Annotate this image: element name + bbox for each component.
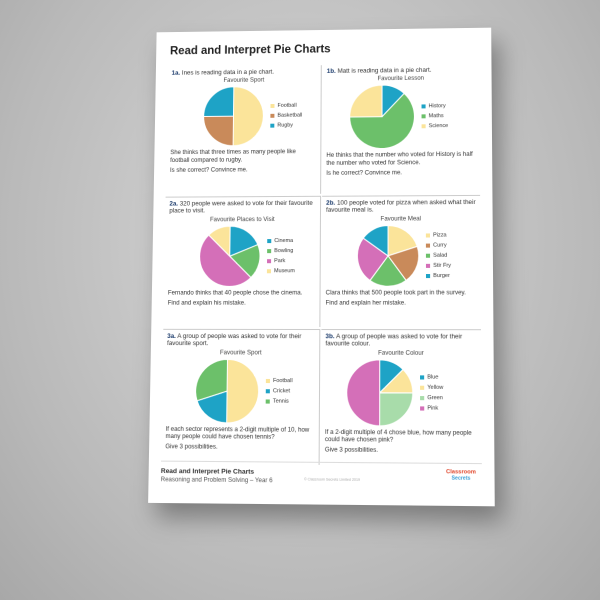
pie-slice-basketball	[203, 117, 233, 147]
legend-swatch	[426, 233, 430, 237]
question-number: 3a.	[167, 332, 176, 340]
legend-item	[267, 248, 295, 254]
legend-label: Green	[427, 394, 443, 402]
legend-label: Science	[428, 123, 449, 130]
legend-swatch	[426, 254, 430, 258]
legend-label: Curry	[433, 242, 447, 249]
question-body: If a 2-digit multiple of 4 chose blue, how many people could have chosen pink?	[324, 429, 472, 444]
question-2a	[163, 196, 321, 327]
question-text: 320 people were asked to vote for their favourite place to visit.	[169, 199, 313, 215]
question-1a	[166, 65, 322, 194]
question-grid	[161, 63, 482, 466]
pie-slice-football	[233, 87, 264, 146]
legend-swatch	[426, 264, 430, 268]
question-number: 2a.	[169, 200, 179, 208]
legend-label: Museum	[273, 268, 295, 275]
question-prompt: Find and explain his mistake.	[167, 300, 246, 307]
legend-item	[267, 258, 295, 264]
legend-swatch	[270, 114, 274, 118]
pie-chart	[349, 84, 416, 150]
question-text: Matt is reading data in a pie chart.	[337, 66, 432, 75]
pie-slice-science	[350, 86, 382, 118]
chart-legend	[270, 99, 302, 133]
question-body: She thinks that three times as many people like football compared to rugby.	[170, 149, 296, 164]
question-number: 3b.	[325, 333, 335, 341]
legend-item	[266, 388, 293, 394]
legend-label: Park	[274, 257, 286, 265]
legend-swatch	[426, 274, 430, 278]
question-body: Clara thinks that 500 people took part in the survey.	[325, 290, 466, 297]
legend-swatch	[270, 124, 274, 128]
legend-swatch	[420, 406, 424, 410]
legend-swatch	[426, 243, 430, 247]
legend-item	[270, 103, 302, 109]
question-prompt: Give 3 possibilities.	[165, 444, 218, 451]
question-text: Ines is reading data in a pie chart.	[181, 68, 275, 77]
question-prompt: Give 3 possibilities.	[324, 447, 378, 455]
question-1b	[322, 63, 480, 194]
question-prompt: Is he correct? Convince me.	[326, 170, 403, 177]
legend-item	[420, 395, 443, 401]
sheet-title: Read and Interpret Pie Charts	[169, 43, 331, 58]
legend-item	[270, 123, 302, 129]
question-prompt: Is she correct? Convince me.	[169, 167, 248, 174]
legend-label: Blue	[427, 374, 439, 381]
legend-label: Stir Fry	[433, 262, 452, 269]
chart-legend	[422, 100, 449, 134]
pie-chart	[194, 358, 260, 424]
legend-swatch	[266, 399, 270, 403]
legend-item	[426, 232, 451, 238]
legend-label: Basketball	[277, 112, 303, 120]
logo-line-1: Classroom	[446, 469, 476, 476]
legend-label: Maths	[428, 113, 444, 120]
chart-legend	[267, 234, 295, 278]
legend-swatch	[422, 105, 426, 109]
legend-item	[266, 378, 293, 384]
footer-title: Read and Interpret Pie Charts	[160, 467, 255, 476]
pie-chart	[346, 359, 414, 427]
legend-swatch	[422, 125, 426, 129]
legend-item	[426, 273, 451, 279]
legend-label: Tennis	[272, 398, 289, 405]
legend-swatch	[420, 396, 424, 400]
pie-slice-pink	[347, 360, 380, 426]
chart-legend	[266, 374, 293, 409]
logo-line-2: Secrets	[451, 474, 471, 482]
legend-item	[426, 242, 451, 248]
chart-title: Favourite Sport	[219, 350, 262, 357]
legend-item	[270, 113, 302, 119]
chart-title: Favourite Meal	[380, 216, 422, 223]
chart-legend	[426, 228, 451, 283]
question-number: 1b.	[326, 67, 336, 75]
legend-swatch	[420, 375, 424, 379]
legend-item	[422, 104, 449, 110]
legend-swatch	[267, 239, 271, 243]
question-number: 2b.	[326, 199, 336, 207]
footer-subtitle: Reasoning and Problem Solving – Year 6	[160, 477, 273, 485]
classroom-secrets-logo	[442, 470, 480, 487]
chart-title: Favourite Colour	[378, 350, 424, 357]
question-text: A group of people was asked to vote for their favourite sport.	[167, 332, 302, 348]
question-body: He thinks that the number who voted for History is half the number who voted for Science.	[326, 152, 473, 167]
legend-label: Pizza	[433, 232, 447, 239]
legend-swatch	[267, 259, 271, 263]
legend-label: History	[428, 103, 446, 110]
legend-swatch	[420, 386, 424, 390]
question-number: 1a.	[171, 69, 181, 77]
legend-label: Football	[277, 103, 297, 110]
legend-item	[422, 124, 449, 130]
legend-label: Pink	[427, 405, 439, 412]
legend-label: Burger	[433, 272, 450, 279]
legend-label: Salad	[433, 252, 448, 259]
legend-swatch	[266, 379, 270, 383]
chart-title: Favourite Places to Visit	[209, 216, 275, 224]
legend-swatch	[267, 269, 271, 273]
chart-title: Favourite Sport	[223, 78, 265, 85]
question-3a	[161, 329, 320, 465]
legend-swatch	[267, 249, 271, 253]
legend-label: Bowling	[274, 247, 294, 254]
question-2b	[321, 195, 481, 327]
pie-slice-green	[380, 393, 413, 426]
page-footer	[161, 461, 483, 494]
legend-item	[426, 263, 451, 269]
legend-label: Cinema	[274, 237, 294, 244]
worksheet-page	[148, 28, 495, 507]
pie-slice-rugby	[204, 87, 234, 117]
legend-label: Yellow	[427, 384, 444, 391]
chart-legend	[420, 370, 443, 416]
legend-item	[267, 268, 295, 274]
question-3b	[321, 329, 482, 466]
legend-swatch	[422, 115, 426, 119]
question-body: If each sector represents a 2-digit multiple of 10, how many people could have chosen tennis?	[165, 426, 310, 441]
legend-item	[420, 405, 443, 411]
chart-title: Favourite Lesson	[377, 76, 425, 83]
legend-swatch	[270, 104, 274, 108]
legend-item	[267, 238, 295, 244]
legend-item	[420, 374, 443, 380]
question-body: Fernando thinks that 40 people chose the cinema.	[167, 290, 303, 297]
legend-item	[426, 253, 451, 259]
legend-label: Cricket	[272, 388, 291, 395]
footer-copyright: © Classroom Secrets Limited 2019	[304, 477, 361, 482]
question-prompt: Find and explain her mistake.	[325, 300, 406, 307]
pie-chart	[198, 225, 261, 287]
legend-item	[266, 398, 293, 404]
legend-label: Rugby	[277, 122, 293, 130]
legend-item	[420, 385, 443, 391]
pie-chart	[356, 224, 420, 287]
legend-item	[422, 114, 449, 120]
legend-label: Football	[273, 377, 293, 385]
question-text: 100 people voted for pizza when asked what their favourite meal is.	[326, 198, 476, 215]
pie-slice-football	[227, 359, 259, 423]
question-text: A group of people was asked to vote for their favourite colour.	[325, 333, 463, 348]
pie-chart	[202, 86, 265, 148]
legend-swatch	[266, 389, 270, 393]
